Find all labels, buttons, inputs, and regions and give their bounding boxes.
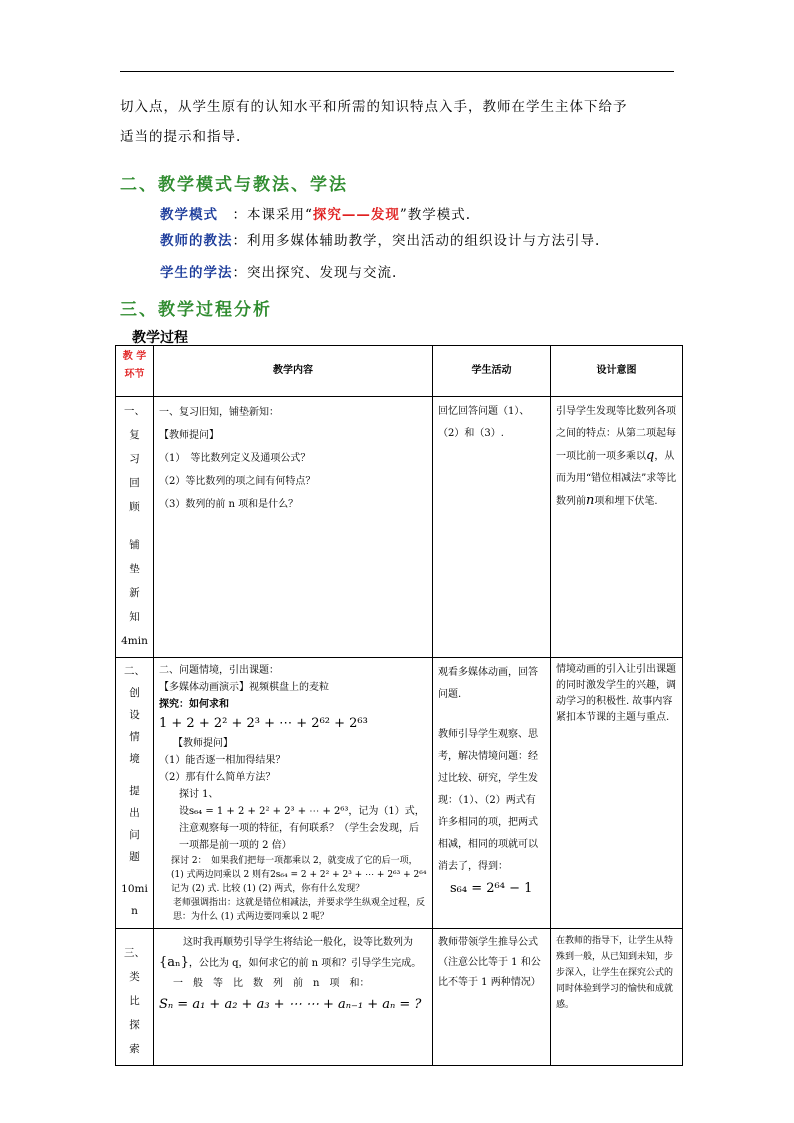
- row3-content-b: ，公比为 q，如何求它的前 n 项和？引导学生完成。: [188, 958, 422, 969]
- row2-explore1-title: 探讨 1、: [179, 789, 219, 800]
- row2-student-text-2: 教师引导学生观察、思考，解决情境问题：经过比较、研究，学生发现：（1）、（2）两式有许多相同的项，把两式相减，相同的项就可以消去了，得到：: [438, 729, 538, 872]
- header-student: 学生活动: [433, 346, 551, 397]
- row2-formula-sum: 1 + 2 + 2² + 2³ + ⋯ + 2⁶² + 2⁶³: [159, 716, 368, 731]
- row2-student-text: 观看多媒体动画，回答问题.: [438, 667, 538, 700]
- teaching-mode-colon: ：: [218, 207, 247, 223]
- row3-sequence: {aₙ}: [159, 955, 189, 970]
- header-stage-line2: 环节: [124, 369, 145, 380]
- row1-intent-post: 项和埋下伏笔.: [594, 496, 658, 507]
- row2-stage-part: 情: [129, 731, 140, 743]
- row2-stage-part: 题: [129, 851, 140, 863]
- row2-stage-part: 设: [129, 709, 140, 721]
- row2-explore2-a: 探讨 2： 如果我们把每一项都乘以 2，就变成了它的后一项，(1) 式两边同乘以 2 则有: [171, 856, 418, 880]
- table-row: [116, 397, 683, 658]
- student-method-label: 学生的学法: [160, 265, 233, 281]
- row1-stage-part: 顾: [129, 501, 140, 513]
- teaching-mode-line: [160, 203, 471, 223]
- row1-stage-part: 垫: [129, 563, 140, 575]
- row2-explore2-b: 记为 (2) 式. 比较 (1) (2) 两式，你有什么发现？: [171, 884, 365, 894]
- row2-content-explore: 探究：如何求和: [159, 699, 229, 710]
- row1-stage-part: 回: [129, 477, 140, 489]
- row1-stage: [116, 397, 154, 658]
- row2-note: 老师强调指出：这就是错位相减法，并要求学生纵观全过程，反思：为什么 (1) 式两边要同乘以 2 呢？: [173, 898, 426, 922]
- row2-student: [433, 658, 551, 929]
- row2-stage-part: 问: [129, 829, 140, 841]
- header-stage-line1: 教 学: [122, 351, 147, 362]
- row2-stage-part: 境: [129, 753, 140, 765]
- student-method-text: ：突出探究、发现与交流.: [232, 265, 398, 281]
- teacher-method-text: ：利用多媒体辅助教学，突出活动的组织设计与方法引导.: [232, 233, 601, 249]
- row1-content-line: 【教师提问】: [159, 430, 219, 441]
- row3-stage-part: 索: [129, 1043, 140, 1055]
- section2-heading: 二、教学模式与教法、学法: [120, 175, 348, 195]
- row1-content-line: （1） 等比数列定义及通项公式？: [159, 453, 311, 464]
- row2-intent: [551, 658, 683, 929]
- row3-stage-part: 三、: [124, 947, 145, 959]
- row1-content-line: （3）数列的前 n 项和是什么？: [159, 499, 299, 510]
- row3-intent: [551, 929, 683, 1066]
- row2-stage-part: 提: [129, 785, 140, 797]
- row3-stage: [116, 929, 154, 1066]
- row2-question-2: （2）那有什么简单方法？: [159, 772, 276, 783]
- teaching-mode-pre: 本课采用“: [247, 207, 313, 223]
- row1-content-line: （2）等比数列的项之间有何特点？: [159, 476, 316, 487]
- header-rule: [120, 71, 674, 72]
- row2-stage-part: 二、: [124, 665, 145, 677]
- row3-stage-part: 探: [129, 1019, 140, 1031]
- row3-student-text: 教师带领学生推导公式（注意公比等于 1 和公比不等于 1 两种情况）: [438, 937, 541, 988]
- row2-teacher-question: 【教师提问】: [173, 738, 233, 749]
- row1-stage-part: 复: [129, 429, 140, 441]
- row1-intent: [551, 397, 683, 658]
- row1-intent-q: q: [646, 448, 655, 463]
- row2-intent-text: 情境动画的引入让引出课题的同时激发学生的兴趣，调动学习的积极性. 故事内容紧扣本节课的主题与重点.: [556, 664, 676, 723]
- row2-question-1: （1）能否逐一相加得结果？: [159, 755, 286, 766]
- row1-intent-pre: 引导学生发现等比数列各项之间的特点：从第二项起每一项比前一项多乘以: [556, 406, 676, 462]
- row1-stage-part: 习: [129, 453, 140, 465]
- student-method-line: [160, 261, 397, 281]
- row1-intent-mid: ，从而为用“错位相减法”求等比数列前: [556, 451, 677, 507]
- row2-explore1: [159, 803, 427, 854]
- section3-heading: 三、教学过程分析: [120, 300, 272, 320]
- row3-formula: Sₙ = a₁ + a₂ + a₃ + ⋯ ⋯ + aₙ₋₁ + aₙ = ?: [159, 997, 422, 1012]
- row2-explore2-formula: 2s₆₄ = 2 + 2² + 2³ + ⋯ + 2⁶³ + 2⁶⁴: [270, 870, 427, 880]
- row2-explore1-b: ，记为（1）式，注意观察每一项的特征，有何联系？（学生会发现，后一项都是前一项的 2 倍）: [179, 806, 425, 851]
- row2-student-formula: s₆₄ = 2⁶⁴ − 1: [450, 881, 533, 896]
- row3-content: [154, 929, 433, 1066]
- intro-paragraph: [120, 92, 680, 152]
- row1-stage-part: 新: [129, 587, 140, 599]
- row1-stage-part: 一、: [124, 405, 145, 417]
- row2-explore1-formula: s₆₄ = 1 + 2 + 2² + 2³ + ⋯ + 2⁶³: [189, 806, 349, 817]
- row3-content-para: [159, 933, 427, 974]
- teaching-mode-highlight: 探究——发现: [312, 207, 400, 223]
- teacher-method-line: [160, 229, 600, 249]
- row1-stage-part: 铺: [129, 539, 140, 551]
- row3-stage-part: 比: [129, 995, 140, 1007]
- row2-explore1-a: 设: [179, 806, 189, 817]
- row1-intent-n: n: [586, 493, 595, 508]
- teaching-mode-label: 教学模式: [160, 207, 218, 223]
- process-subheading: 教学过程: [132, 330, 188, 346]
- header-intent: 设计意图: [551, 346, 683, 397]
- row2-explore2: [159, 854, 427, 896]
- row2-stage: [116, 658, 154, 929]
- table-row: [116, 658, 683, 929]
- teaching-process-table: [115, 345, 683, 1066]
- row3-stage-part: 类: [129, 971, 140, 983]
- row2-stage-part: 创: [129, 687, 140, 699]
- row2-stage-part: 出: [129, 807, 140, 819]
- row3-student: [433, 929, 551, 1066]
- table-header-row: [116, 346, 683, 397]
- row1-stage-part: 知: [129, 611, 140, 623]
- row2-stage-part: 10mi: [121, 883, 148, 895]
- row3-content-c: 一 般 等 比 数 列 前 n 项 和：: [173, 978, 370, 989]
- row2-stage-part: [121, 770, 148, 780]
- row1-stage-part: [121, 519, 148, 533]
- row2-stage-part: [121, 868, 148, 878]
- intro-line-2: 适当的提示和指导.: [120, 129, 242, 145]
- teaching-mode-post: ”教学模式.: [399, 207, 472, 223]
- row1-content: [154, 397, 433, 658]
- row3-intent-text: 在教师的指导下，让学生从特殊到一般，从已知到未知，步步深入，让学生在探究公式的同时体验到学习的愉快和成就感。: [556, 936, 674, 1010]
- row2-content-demo: 【多媒体动画演示】视频棋盘上的麦粒: [159, 682, 329, 693]
- row3-content-a: 这时我再顺势引导学生将结论一般化，设等比数列为: [183, 937, 413, 948]
- row2-content: [154, 658, 433, 929]
- row1-student: [433, 397, 551, 658]
- row2-content-title: 二、问题情境，引出课题：: [159, 665, 279, 676]
- row1-content-line: 一、复习旧知，铺垫新知：: [159, 407, 279, 418]
- row2-stage-part: n: [131, 905, 138, 917]
- header-stage: [116, 346, 154, 397]
- header-content: 教学内容: [154, 346, 433, 397]
- row1-student-text: 回忆回答问题（1）、（2）和（3）.: [438, 406, 530, 439]
- table-row: [116, 929, 683, 1066]
- row1-stage-part: 4min: [121, 635, 148, 647]
- intro-line-1: 切入点，从学生原有的认知水平和所需的知识特点入手，教师在学生主体下给予: [120, 99, 628, 115]
- teacher-method-label: 教师的教法: [160, 233, 233, 249]
